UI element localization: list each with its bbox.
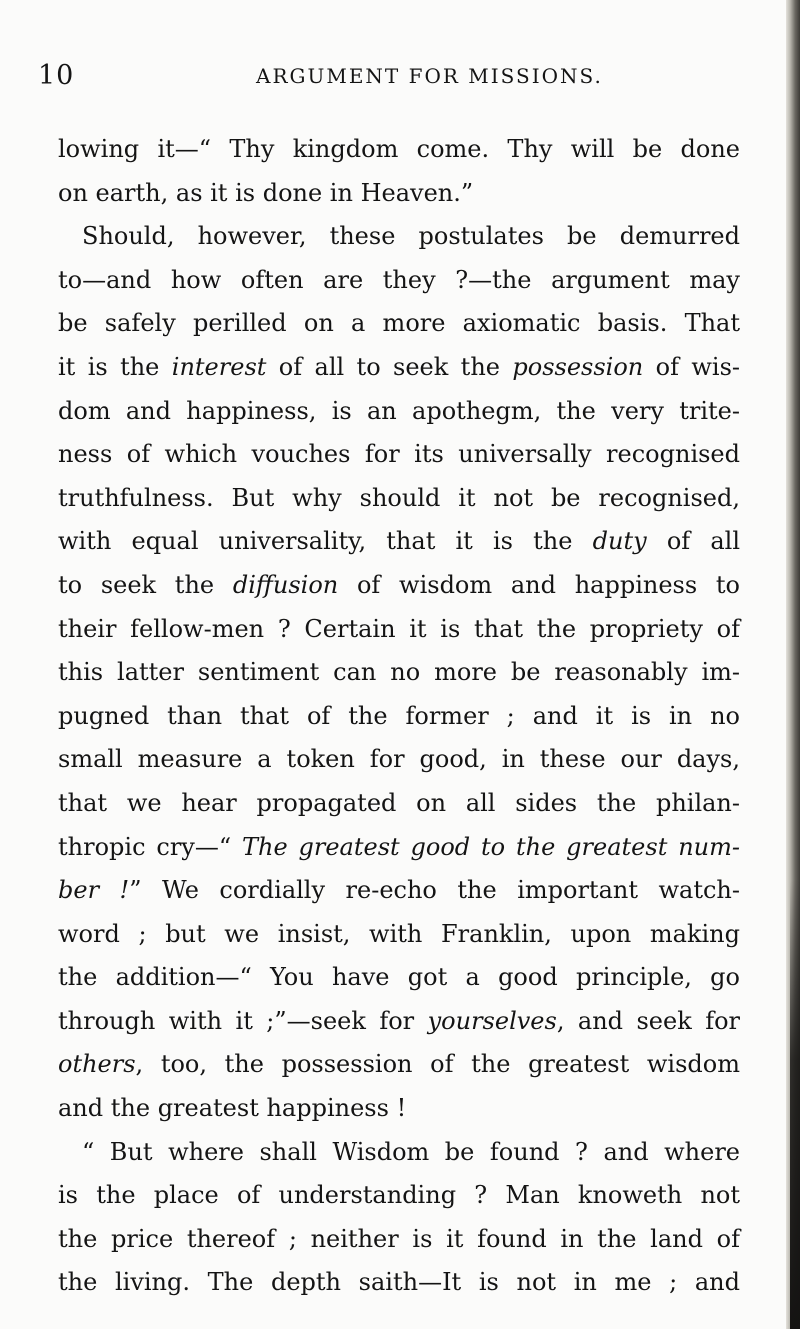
text-line [58,738,740,782]
italic-text: ber ! [58,876,130,905]
text-line [58,1261,740,1305]
italic-text: The greatest good to the greatest num- [241,832,740,861]
text-run: on earth, as it is done in Heaven.” [58,178,474,207]
italic-text: duty [592,527,647,556]
text-run: dom and happiness, is an apothegm, the very trite- [58,396,740,425]
text-run: of all to seek the [266,352,513,381]
text-run: , too, the possession of the greatest wisdom [135,1050,740,1079]
text-line [58,869,740,913]
italic-text: yourselves [427,1006,557,1035]
text-run: that we hear propagated on all sides the philan- [58,788,740,817]
text-run: pugned than that of the former ; and it is in no [58,701,740,730]
text-run: with equal universality, that it is the [58,527,593,556]
text-run: ness of which vouches for its universally recognised [58,440,740,469]
text-run: “ But where shall Wisdom be found ? and where [82,1137,740,1166]
text-run: and the greatest happiness ! [58,1094,407,1123]
text-run: Should, however, these postulates be demurred [82,222,740,251]
text-line [58,782,740,826]
text-run: the living. The depth saith—It is not in me ; and [58,1268,740,1297]
text-line [58,651,740,695]
page-number: 10 [38,60,75,91]
text-line [58,1131,740,1175]
text-line [58,608,740,652]
text-run: is the place of understanding ? Man knoweth not [58,1181,740,1210]
text-line [58,695,740,739]
text-run: of wisdom and happiness to [338,570,740,599]
text-run: it is the [58,352,172,381]
text-line [58,913,740,957]
text-line [58,564,740,608]
text-run: be safely perilled on a more axiomatic basis. That [58,309,740,338]
text-run: their fellow-men ? Certain it is that the propriety of [58,614,740,643]
text-line [58,1174,740,1218]
text-line [58,215,740,259]
text-line [58,1087,740,1131]
italic-text: others [58,1050,136,1079]
text-run: word ; but we insist, with Franklin, upon making [58,919,740,948]
text-line [58,302,740,346]
text-line [58,956,740,1000]
text-line [58,826,740,870]
text-run: this latter sentiment can no more be reasonably im- [58,658,740,687]
body-text [58,128,740,1305]
text-line [58,172,740,216]
italic-text: possession [512,352,644,381]
text-line [58,1043,740,1087]
text-run: the addition—“ You have got a good principle, go [58,963,740,992]
text-run: small measure a token for good, in these our days, [58,745,740,774]
text-line [58,346,740,390]
text-line [58,1000,740,1044]
text-run: to seek the [58,570,233,599]
text-line [58,520,740,564]
text-run: the price thereof ; neither is it found in the land of [58,1224,740,1253]
text-run: thropic cry—“ [58,832,242,861]
text-line [58,259,740,303]
text-run: lowing it—“ Thy kingdom come. Thy will be done [58,135,740,163]
italic-text: interest [171,352,267,381]
text-run: to—and how often are they ?—the argument may [58,265,740,294]
text-run: of wis- [643,352,740,381]
text-run: of all [646,527,741,556]
text-line [58,1218,740,1262]
text-line [58,477,740,521]
text-run: truthfulness. But why should it not be recognised, [58,483,740,512]
text-line [58,128,740,172]
text-line [58,433,740,477]
text-line [58,390,740,434]
text-run: through with it ;”—seek for [58,1006,428,1035]
text-run: ” We cordially re-echo the important watch- [129,876,741,905]
running-title: ARGUMENT FOR MISSIONS. [256,64,603,88]
text-run: , and seek for [556,1006,740,1035]
italic-text: diffusion [232,570,339,599]
page-binding-shadow [790,880,800,1329]
running-head [0,58,800,98]
